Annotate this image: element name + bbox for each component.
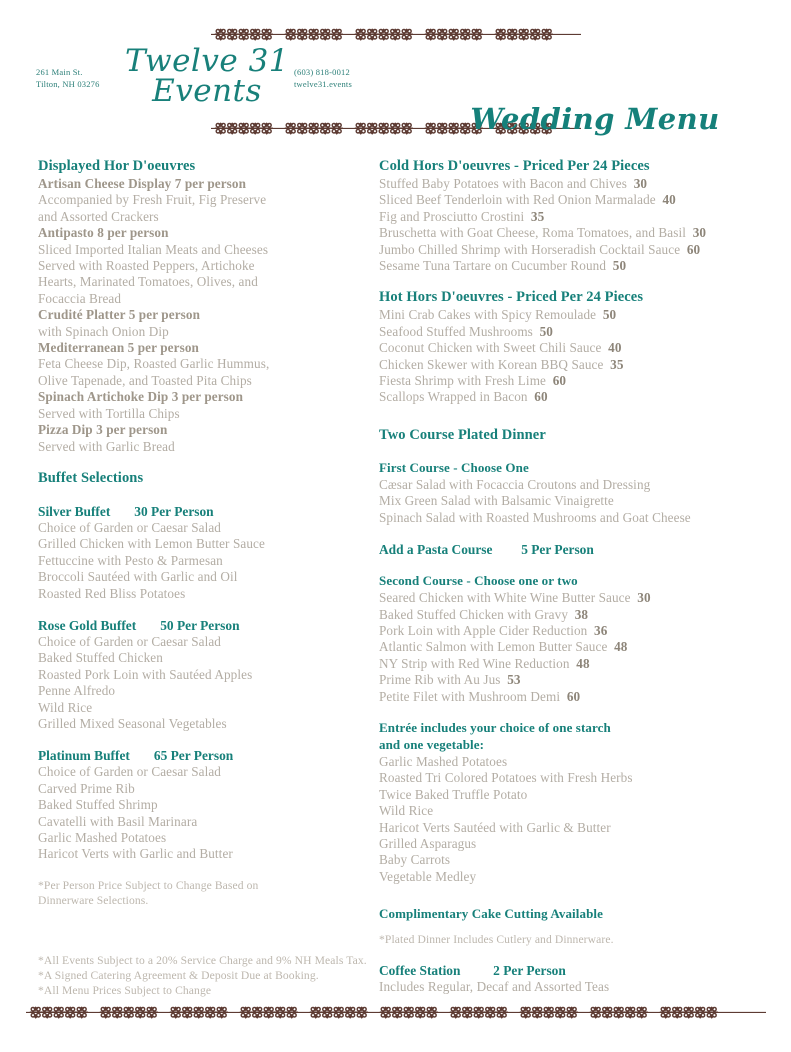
section-heading-displayed: Displayed Hor D'oeuvres xyxy=(38,158,196,174)
coffee-station-label: Coffee Station xyxy=(379,963,461,979)
buffet-item: Penne Alfredo xyxy=(38,683,116,699)
buffet-item: Grilled Chicken with Lemon Butter Sauce xyxy=(38,536,265,552)
hot-hors-item: Fiesta Shrimp with Fresh Lime 60 xyxy=(379,373,567,389)
buffet-list xyxy=(38,488,372,863)
second-course-item: Seared Chicken with White Wine Butter Sauce 30 xyxy=(379,590,651,606)
menu-item-name: Antipasto 8 per person xyxy=(38,225,169,241)
menu-item-description: Accompanied by Fresh Fruit, Fig Preserve xyxy=(38,192,267,208)
menu-item-price: 60 xyxy=(534,389,548,405)
footer-disclaimers xyxy=(38,953,367,998)
buffet-item: Choice of Garden or Caesar Salad xyxy=(38,633,221,649)
buffet-heading xyxy=(38,617,372,634)
menu-item-price: 50 xyxy=(539,323,553,339)
buffet-price-note: *Per Person Price Subject to Change Based on xyxy=(38,878,259,892)
buffet-item: Fettuccine with Pesto & Parmesan xyxy=(38,552,223,568)
footer-note-line: *All Events Subject to a 20% Service Charge and 9% NH Meals Tax. xyxy=(38,954,367,967)
add-pasta-label: Add a Pasta Course xyxy=(379,542,493,558)
hot-hors-item: Seafood Stuffed Mushrooms 50 xyxy=(379,323,553,339)
entree-heading-line: Entrée includes your choice of one starch xyxy=(379,719,611,735)
menu-item-name: Mediterranean 5 per person xyxy=(38,340,199,356)
second-course-item: Atlantic Salmon with Lemon Butter Sauce 48 xyxy=(379,639,628,655)
menu-item-description: Served with Garlic Bread xyxy=(38,438,175,454)
page-title: Wedding Menu xyxy=(470,102,720,136)
second-course-list xyxy=(379,590,791,705)
buffet-item: Roasted Pork Loin with Sautéed Apples xyxy=(38,666,253,682)
menu-item-description: with Spinach Onion Dip xyxy=(38,323,169,339)
buffet-item: Garlic Mashed Potatoes xyxy=(38,830,167,845)
buffet-item: Grilled Mixed Seasonal Vegetables xyxy=(38,715,227,731)
hot-hors-item: Chicken Skewer with Korean BBQ Sauce 35 xyxy=(379,356,624,372)
second-course-item: Baked Stuffed Chicken with Gravy 38 xyxy=(379,606,589,622)
buffet-item: Choice of Garden or Caesar Salad xyxy=(38,764,221,780)
section-heading-cake-cutting: Complimentary Cake Cutting Available xyxy=(379,906,603,922)
company-logo xyxy=(117,43,297,109)
hot-hors-item: Scallops Wrapped in Bacon 60 xyxy=(379,389,548,405)
buffet-name: Platinum Buffet xyxy=(38,748,130,764)
second-course-item: NY Strip with Red Wine Reduction 48 xyxy=(379,655,590,671)
buffet-name: Rose Gold Buffet xyxy=(38,617,137,633)
menu-item-price: 60 xyxy=(552,373,567,389)
menu-item-price: 40 xyxy=(608,340,622,356)
menu-item-description: Sliced Imported Italian Meats and Cheeses xyxy=(38,241,269,257)
ornament-border-bottom xyxy=(0,1006,791,1020)
buffet-heading xyxy=(38,747,372,764)
hot-hors-item: Coconut Chicken with Sweet Chili Sauce 40 xyxy=(379,340,622,356)
fleuron-ornament-icon xyxy=(211,28,581,42)
entree-side-item: Haricot Verts Sautéed with Garlic & Butter xyxy=(379,819,611,835)
entree-side-item: Baby Carrots xyxy=(379,852,451,868)
cold-hors-item: Sliced Beef Tenderloin with Red Onion Marmalade 40 xyxy=(379,192,676,208)
buffet-note xyxy=(38,878,372,908)
buffet-item: Roasted Red Bliss Potatoes xyxy=(38,585,186,601)
menu-item-price: 53 xyxy=(507,672,521,688)
menu-item-price: 30 xyxy=(637,590,651,606)
footer-note-line: *A Signed Catering Agreement & Deposit Due at Booking. xyxy=(38,969,319,982)
first-course-item: Cæsar Salad with Focaccia Croutons and Dressing xyxy=(379,476,651,492)
buffet-item: Choice of Garden or Caesar Salad xyxy=(38,519,221,535)
buffet-price: 65 Per Person xyxy=(153,748,234,764)
page-header xyxy=(0,42,791,136)
buffet-price: 30 Per Person xyxy=(134,503,214,519)
menu-item-price: 48 xyxy=(614,639,628,655)
second-course-item: Prime Rib with Au Jus 53 xyxy=(379,672,521,688)
section-heading-buffet: Buffet Selections xyxy=(38,469,144,486)
menu-item-price: 38 xyxy=(574,606,589,622)
entree-side-item: Wild Rice xyxy=(379,803,434,819)
entree-side-item: Garlic Mashed Potatoes xyxy=(379,753,508,769)
menu-item-description: and Assorted Crackers xyxy=(38,208,159,224)
cold-hors-item: Bruschetta with Goat Cheese, Roma Tomatoes, and Basil 30 xyxy=(379,225,707,241)
left-column xyxy=(0,158,372,996)
right-column xyxy=(372,158,791,996)
entree-side-item: Twice Baked Truffle Potato xyxy=(379,786,528,802)
menu-item-price: 40 xyxy=(662,192,676,208)
entree-side-item: Vegetable Medley xyxy=(379,868,477,884)
entree-side-item: Grilled Asparagus xyxy=(379,835,477,851)
cold-hors-item: Sesame Tuna Tartare on Cucumber Round 50 xyxy=(379,258,627,274)
buffet-name: Silver Buffet xyxy=(38,503,111,519)
menu-item-description: Focaccia Bread xyxy=(38,290,122,306)
menu-item-price: 30 xyxy=(633,176,648,191)
fleuron-ornament-icon xyxy=(26,1006,766,1020)
cold-hors-list xyxy=(379,176,791,274)
cold-hors-item: Jumbo Chilled Shrimp with Horseradish Cocktail Sauce 60 xyxy=(379,241,701,257)
coffee-station-price: 2 Per Person xyxy=(493,963,566,979)
logo-line-2: Events xyxy=(152,73,262,109)
cold-hors-item: Fig and Prosciutto Crostini 35 xyxy=(379,208,545,224)
buffet-price-note: Dinnerware Selections. xyxy=(38,893,149,907)
first-course-list xyxy=(379,477,791,526)
plated-dinner-note: *Plated Dinner Includes Cutlery and Dinnerware. xyxy=(379,933,614,947)
entree-side-item: Roasted Tri Colored Potatoes with Fresh Herbs xyxy=(379,770,633,786)
website-url[interactable]: twelve31.events xyxy=(294,79,352,89)
menu-item-price: 35 xyxy=(610,356,624,372)
phone-number: (603) 818-0012 xyxy=(294,67,350,77)
first-course-item: Spinach Salad with Roasted Mushrooms and Goat Cheese xyxy=(379,509,691,525)
menu-item-description: Feta Cheese Dip, Roasted Garlic Hummus, xyxy=(38,356,270,372)
address-line-1: 261 Main St. xyxy=(36,67,83,77)
section-heading-second-course: Second Course - Choose one or two xyxy=(379,573,578,589)
company-contact xyxy=(294,66,352,90)
menu-item-price: 36 xyxy=(594,622,608,638)
logo-line-1: Twelve 31 xyxy=(124,43,290,79)
section-heading-plated-dinner: Two Course Plated Dinner xyxy=(379,426,546,443)
displayed-items-list xyxy=(38,176,372,455)
buffet-item: Wild Rice xyxy=(38,699,93,715)
add-pasta-course-row xyxy=(379,541,791,558)
footer-note-line: *All Menu Prices Subject to Change xyxy=(38,984,212,997)
section-heading-cold-hors: Cold Hors D'oeuvres - Priced Per 24 Pieces xyxy=(379,158,650,174)
buffet-item: Baked Stuffed Chicken xyxy=(38,650,163,666)
cold-hors-item: Stuffed Baby Potatoes with Bacon and Chives 30 xyxy=(379,176,648,191)
section-heading-hot-hors: Hot Hors D'oeuvres - Priced Per 24 Pieces xyxy=(379,289,644,306)
entree-heading-line: and one vegetable: xyxy=(379,736,485,752)
menu-item-price: 50 xyxy=(602,307,617,323)
add-pasta-price: 5 Per Person xyxy=(521,542,594,558)
coffee-station-desc: Includes Regular, Decaf and Assorted Teas xyxy=(379,979,610,995)
menu-item-name: Crudité Platter 5 per person xyxy=(38,307,201,323)
menu-item-price: 60 xyxy=(566,688,581,704)
hot-hors-item: Mini Crab Cakes with Spicy Remoulade 50 xyxy=(379,307,617,323)
menu-item-price: 30 xyxy=(692,225,707,241)
menu-page xyxy=(0,28,791,1052)
menu-item-price: 60 xyxy=(686,241,701,257)
section-heading-first-course: First Course - Choose One xyxy=(379,459,529,475)
buffet-item: Cavatelli with Basil Marinara xyxy=(38,813,198,829)
second-course-item: Pork Loin with Apple Cider Reduction 36 xyxy=(379,622,608,638)
hot-hors-list xyxy=(379,307,791,405)
coffee-station-row xyxy=(379,962,791,979)
buffet-item: Carved Prime Rib xyxy=(38,780,135,796)
menu-item-price: 50 xyxy=(612,258,627,274)
menu-item-description: Hearts, Marinated Tomatoes, Olives, and xyxy=(38,274,258,290)
address-line-2: Tilton, NH 03276 xyxy=(36,79,100,89)
menu-item-price: 35 xyxy=(530,208,545,224)
entree-includes-heading xyxy=(379,720,791,753)
buffet-item: Baked Stuffed Shrimp xyxy=(38,797,158,813)
ornament-border-top xyxy=(0,28,791,42)
buffet-heading xyxy=(38,503,372,520)
menu-columns xyxy=(0,158,791,996)
buffet-item: Broccoli Sautéed with Garlic and Oil xyxy=(38,569,238,585)
buffet-price: 50 Per Person xyxy=(160,617,240,633)
menu-item-name: Pizza Dip 3 per person xyxy=(38,422,168,438)
menu-item-description: Olive Tapenade, and Toasted Pita Chips xyxy=(38,372,252,388)
menu-item-name: Artisan Cheese Display 7 per person xyxy=(38,176,247,191)
menu-item-price: 48 xyxy=(576,655,590,671)
company-address xyxy=(36,66,100,90)
second-course-item: Petite Filet with Mushroom Demi 60 xyxy=(379,688,581,704)
buffet-item: Haricot Verts with Garlic and Butter xyxy=(38,846,233,862)
menu-item-description: Served with Roasted Peppers, Artichoke xyxy=(38,258,255,274)
entree-sides-list xyxy=(379,754,791,885)
first-course-item: Mix Green Salad with Balsamic Vinaigrette xyxy=(379,493,614,509)
menu-item-name: Spinach Artichoke Dip 3 per person xyxy=(38,389,244,405)
menu-item-description: Served with Tortilla Chips xyxy=(38,405,180,421)
